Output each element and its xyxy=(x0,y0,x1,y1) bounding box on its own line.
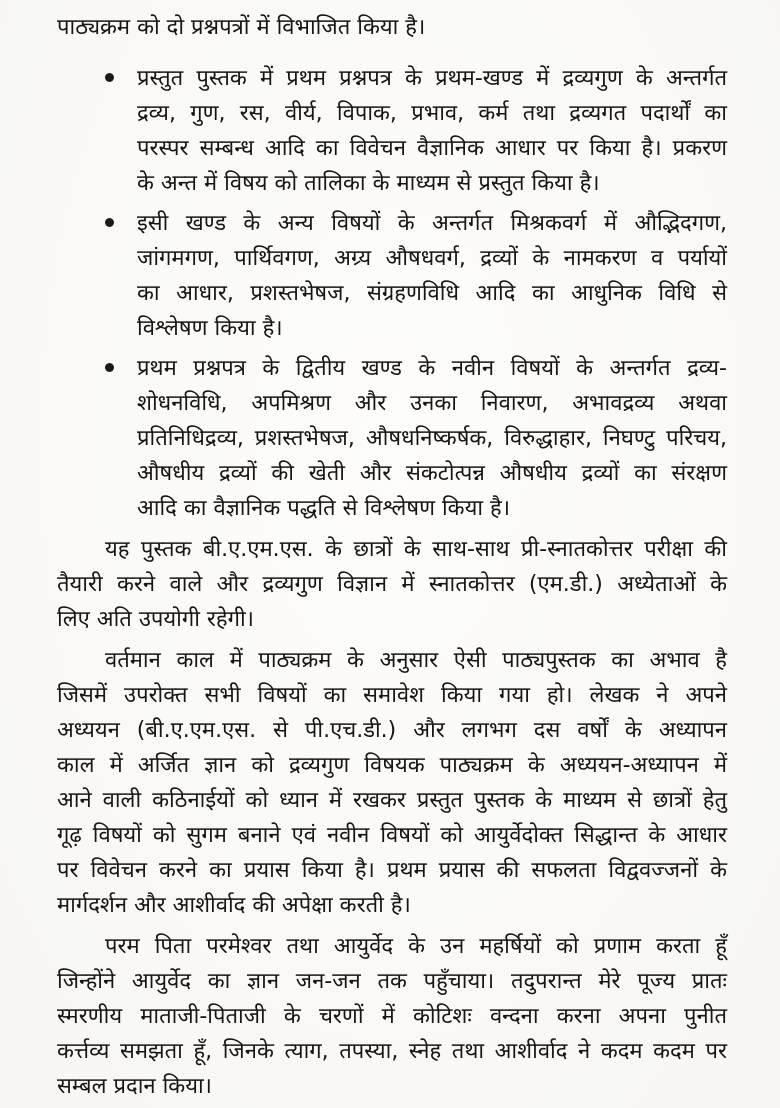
text-line: आदि का वैज्ञानिक पद्धति से विश्लेषण किया है। xyxy=(137,496,511,521)
text-line: जिन्होंने आयुर्वेद का ज्ञान जन-जन तक पहुँचाया। तदुपरान्त मेरे पूज्य प्रातः xyxy=(57,969,727,994)
text-line: के अन्त में विषय को तालिका के माध्यम से प्रस्तुत किया है। xyxy=(137,171,600,196)
text-line: विश्लेषण किया है। xyxy=(137,316,283,341)
text-line: स्मरणीय माताजी-पिताजी के चरणों में कोटिशः वन्दना करना अपना पुनीत xyxy=(57,1004,727,1029)
paragraph xyxy=(57,643,727,923)
bullet-marker-icon xyxy=(105,363,114,372)
text-line: आने वाली कठिनाईयों को ध्यान में रखकर प्रस्तुत पुस्तक के माध्यम से छात्रों हेतु xyxy=(57,788,727,813)
text-line: शोधनविधि, अपमिश्रण और उनका निवारण, अभावद्रव्य अथवा xyxy=(137,391,727,416)
bullet-list xyxy=(57,61,727,526)
text-line: जिसमें उपरोक्त सभी विषयों का समावेश किया गया हो। लेखक ने अपने xyxy=(57,683,727,708)
bullet-item xyxy=(57,351,727,526)
text-line: प्रतिनिधिद्रव्य, प्रशस्तभेषज, औषधनिष्कर्षक, विरुद्धाहार, निघण्टु परिचय, xyxy=(137,426,727,451)
text-line: पर विवेचन करने का प्रयास किया है। प्रथम प्रयास की सफलता विद्ववज्जनों के xyxy=(57,858,727,883)
text-line: कर्त्तव्य समझता हूँ, जिनके त्याग, तपस्या, स्नेह तथा आशीर्वाद ने कदम कदम पर xyxy=(57,1039,727,1064)
text-line: अध्ययन (बी.ए.एम.एस. से पी.एच.डी.) और लगभग दस वर्षों के अध्यापन xyxy=(57,718,727,743)
text-line: यह पुस्तक बी.ए.एम.एस. के छात्रों के साथ-साथ प्री-स्नातकोत्तर परीक्षा की xyxy=(105,537,727,562)
text-line: वर्तमान काल में पाठ्यक्रम के अनुसार ऐसी पाठ्यपुस्तक का अभाव है xyxy=(105,648,727,673)
text-line: काल में अर्जित ज्ञान को द्रव्यगुण विषयक पाठ्यक्रम के अध्ययन-अध्यापन में xyxy=(57,753,727,778)
bullet-marker-icon xyxy=(105,218,114,227)
text-line: सम्बल प्रदान किया। xyxy=(57,1074,212,1099)
intro-sentence: पाठ्यक्रम को दो प्रश्नपत्रों में विभाजित किया है। xyxy=(57,15,426,40)
paragraph xyxy=(57,929,727,1104)
text-line: परम पिता परमेश्वर तथा आयुर्वेद के उन महर्षियों को प्रणाम करता हूँ xyxy=(105,934,727,959)
bullet-marker-icon xyxy=(105,73,114,82)
text-line: का आधार, प्रशस्तभेषज, संग्रहणविधि आदि का आधुनिक विधि से xyxy=(137,281,727,306)
bullet-item xyxy=(57,61,727,201)
text-line: प्रथम प्रश्नपत्र के द्वितीय खण्ड के नवीन विषयों के अन्तर्गत द्रव्य- xyxy=(137,356,727,381)
text-line: जांगमगण, पार्थिवगण, अग्र्य औषधवर्ग, द्रव्यों के नामकरण व पर्यायों xyxy=(137,246,727,271)
paragraph xyxy=(57,532,727,637)
text-line: तैयारी करने वाले और द्रव्यगुण विज्ञान में स्नातकोत्तर (एम.डी.) अध्येताओं के xyxy=(57,572,727,597)
text-line: लिए अति उपयोगी रहेगी। xyxy=(57,607,255,632)
text-line: प्रस्तुत पुस्तक में प्रथम प्रश्नपत्र के प्रथम-खण्ड में द्रव्यगुण के अन्तर्गत xyxy=(137,66,727,91)
text-line: इसी खण्ड के अन्य विषयों के अन्तर्गत मिश्रकवर्ग में औद्भिदगण, xyxy=(137,211,727,236)
text-line: मार्गदर्शन और आशीर्वाद की अपेक्षा करती है। xyxy=(57,893,411,918)
bullet-item xyxy=(57,206,727,346)
text-line: परस्पर सम्बन्ध आदि का विवेचन वैज्ञानिक आधार पर किया है। प्रकरण xyxy=(137,136,727,161)
text-line: गूढ़ विषयों को सुगम बनाने एवं नवीन विषयों को आयुर्वेदोक्त सिद्धान्त के आधार xyxy=(57,823,727,848)
text-line: द्रव्य, गुण, रस, वीर्य, विपाक, प्रभाव, कर्म तथा द्रव्यगत पदार्थों का xyxy=(137,101,727,126)
text-line: औषधीय द्रव्यों की खेती और संकटोत्पन्न औषधीय द्रव्यों का संरक्षण xyxy=(137,461,727,486)
